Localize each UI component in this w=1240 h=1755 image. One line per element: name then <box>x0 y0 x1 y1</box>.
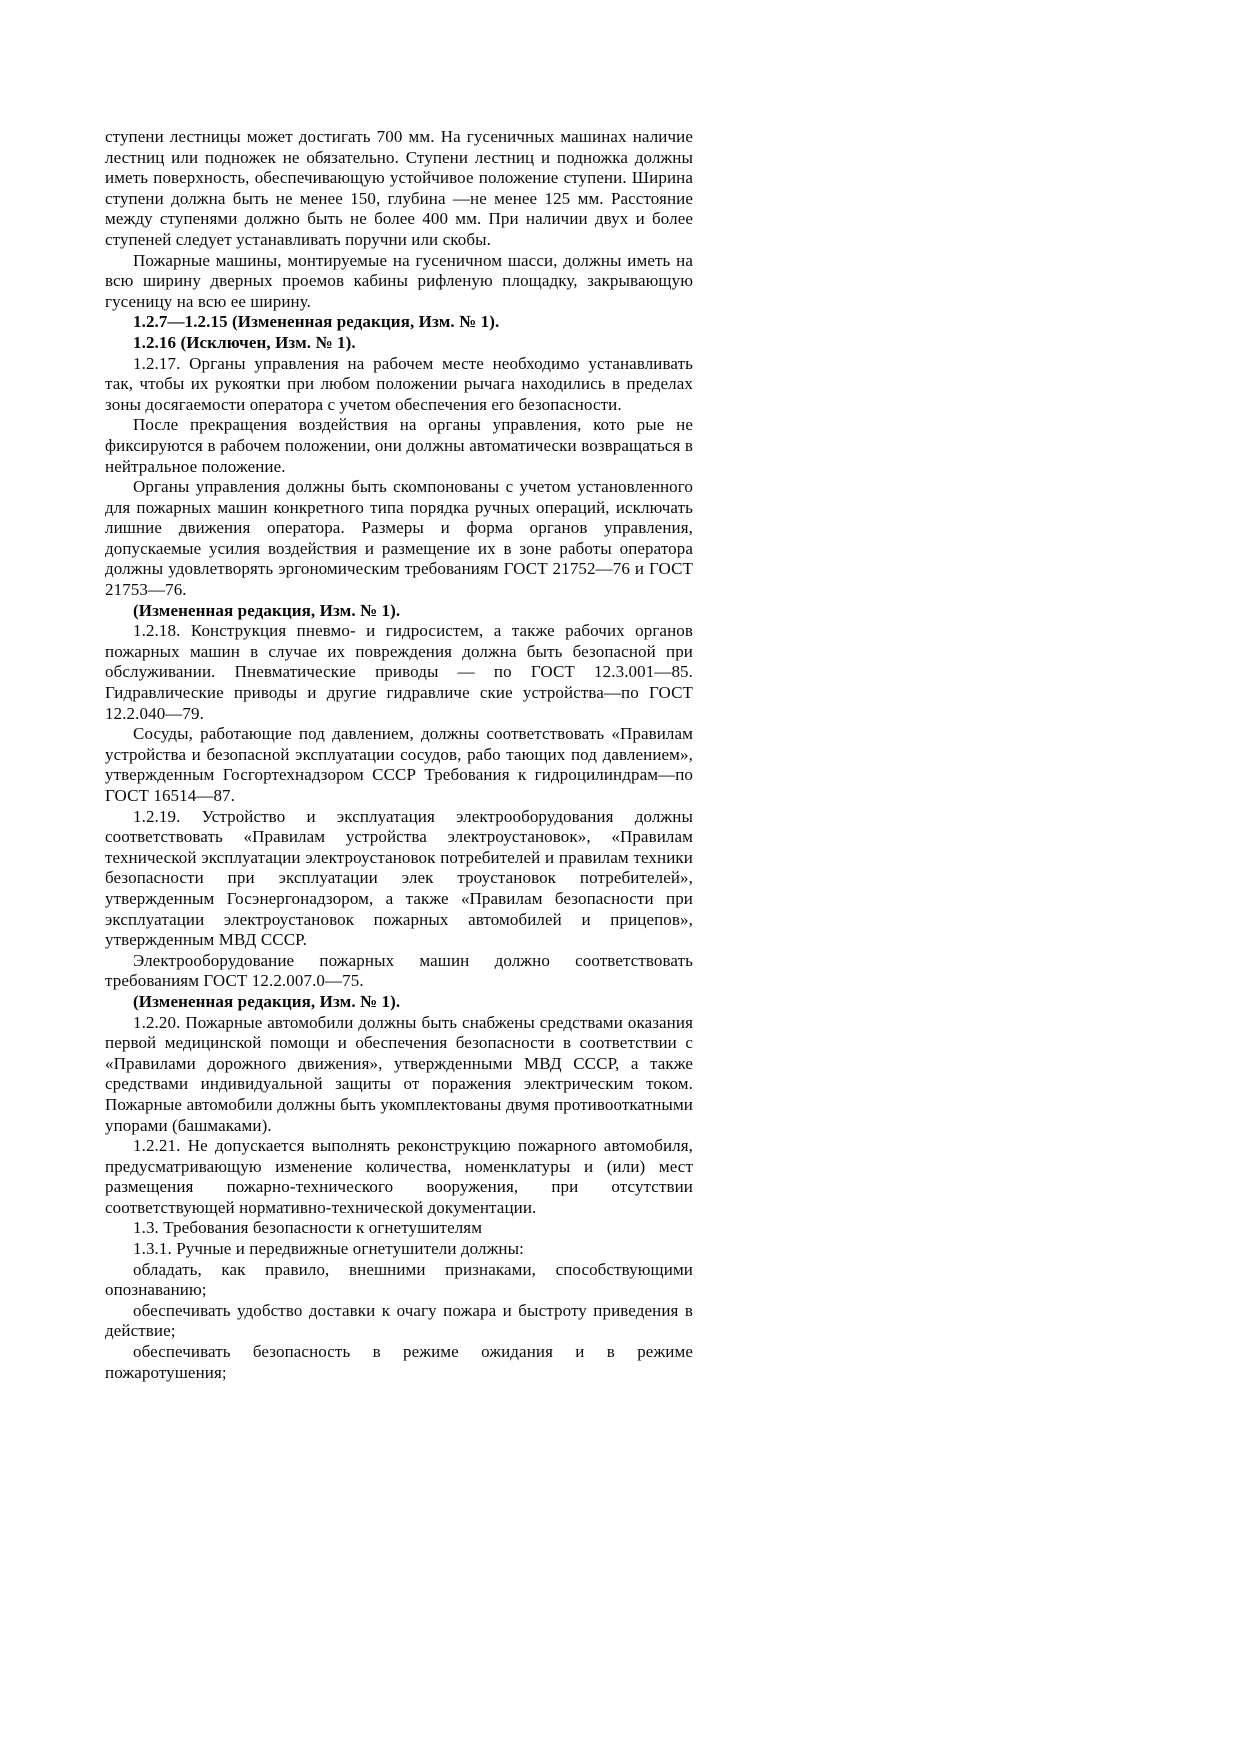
paragraph: 1.2.20. Пожарные автомобили должны быть снабжены средствами оказания первой медицинской помощи и обеспечения безопасности в соответствии с «Правилами дорожного движения», утвержденными МВД СССР, а также средствами индивидуальной защиты от поражения электрическим током. Пожарные автомобили должны быть укомплектованы двумя противооткатными упорами (башмаками). <box>105 1012 693 1135</box>
paragraph: 1.2.7—1.2.15 (Измененная редакция, Изм. № 1). <box>133 312 500 332</box>
paragraph: Органы управления должны быть скомпонованы с учетом установленного для пожарных машин конкретного типа порядка ручных операций, исключать лишние движения оператора. Размеры и форма органов управления, допускаемые усилия воздействия и размещение их в зоне работы оператора должны удовлетворять эргономическим требованиям ГОСТ 21752—76 и ГОСТ 21753—76. <box>105 477 693 600</box>
document-text-column <box>105 127 693 1383</box>
paragraph: обеспечивать удобство доставки к очагу пожара и быстроту приведения в действие; <box>105 1300 693 1341</box>
paragraph: 1.2.19. Устройство и эксплуатация электрооборудования должны соответствовать «Правилам устройства электроустановок», «Правилам технической эксплуатации электроустановок потребителей и правилам техники безопасности при эксплуатации элек троустановок потребителей», утвержденным Госэнергонадзором, а также «Правилам безопасности при эксплуатации электроустановок пожарных автомобилей и прицепов», утвержденным МВД СССР. <box>105 806 693 950</box>
paragraph: (Измененная редакция, Изм. № 1). <box>133 991 401 1011</box>
paragraph: После прекращения воздействия на органы управления, кото рые не фиксируются в рабочем положении, они должны автоматически возвращаться в нейтральное положение. <box>105 415 693 476</box>
paragraph: обеспечивать безопасность в режиме ожидания и в режиме пожаротушения; <box>105 1342 693 1382</box>
paragraph: обладать, как правило, внешними признаками, способствующими опознаванию; <box>105 1259 693 1300</box>
paragraph: Пожарные машины, монтируемые на гусеничном шасси, должны иметь на всю ширину дверных проемов кабины рифленую площадку, закрывающую гусеницу на всю ее ширину. <box>105 250 693 311</box>
paragraph: 1.2.21. Не допускается выполнять реконструкцию пожарного автомобиля, предусматривающую изменение количества, номенклатуры и (или) мест размещения пожарно-технического вооружения, при отсутствии соответствующей нормативно-технической документации. <box>105 1136 693 1217</box>
paragraph: 1.2.17. Органы управления на рабочем месте необходимо устанавливать так, чтобы их рукоятки при любом положении рычага находились в пределах зоны досягаемости оператора с учетом обеспечения его безопасности. <box>105 353 693 414</box>
paragraph: 1.2.16 (Исключен, Изм. № 1). <box>133 332 356 352</box>
paragraph: (Измененная редакция, Изм. № 1). <box>133 600 401 620</box>
paragraph: 1.3.1. Ручные и передвижные огнетушители должны: <box>133 1239 524 1259</box>
paragraph: 1.3. Требования безопасности к огнетушителям <box>133 1218 483 1238</box>
paragraph: ступени лестницы может достигать 700 мм. На гусеничных машинах наличие лестниц или подножек не обязательно. Ступени лестниц и подножка должны иметь поверхность, обеспечивающую устойчивое положение ступени. Ширина ступени должна быть не менее 150, глубина —не менее 125 мм. Расстояние между ступенями должно быть не более 400 мм. При наличии двух и более ступеней следует устанавливать поручни или скобы. <box>105 127 693 249</box>
paragraph: Сосуды, работающие под давлением, должны соответствовать «Правилам устройства и безопасной эксплуатации сосудов, рабо тающих под давлением», утвержденным Госгортехнадзором СССР Требования к гидроцилиндрам—по ГОСТ 16514—87. <box>105 724 693 805</box>
paragraph: 1.2.18. Конструкция пневмо- и гидросистем, а также рабочих органов пожарных машин в случае их повреждения должна быть безопасной при обслуживании. Пневматические приводы — по ГОСТ 12.3.001—85. Гидравлические приводы и другие гидравличе ские устройства—по ГОСТ 12.2.040—79. <box>105 621 693 723</box>
paragraph: Электрооборудование пожарных машин должно соответствовать требованиям ГОСТ 12.2.007.0—75. <box>105 950 693 991</box>
